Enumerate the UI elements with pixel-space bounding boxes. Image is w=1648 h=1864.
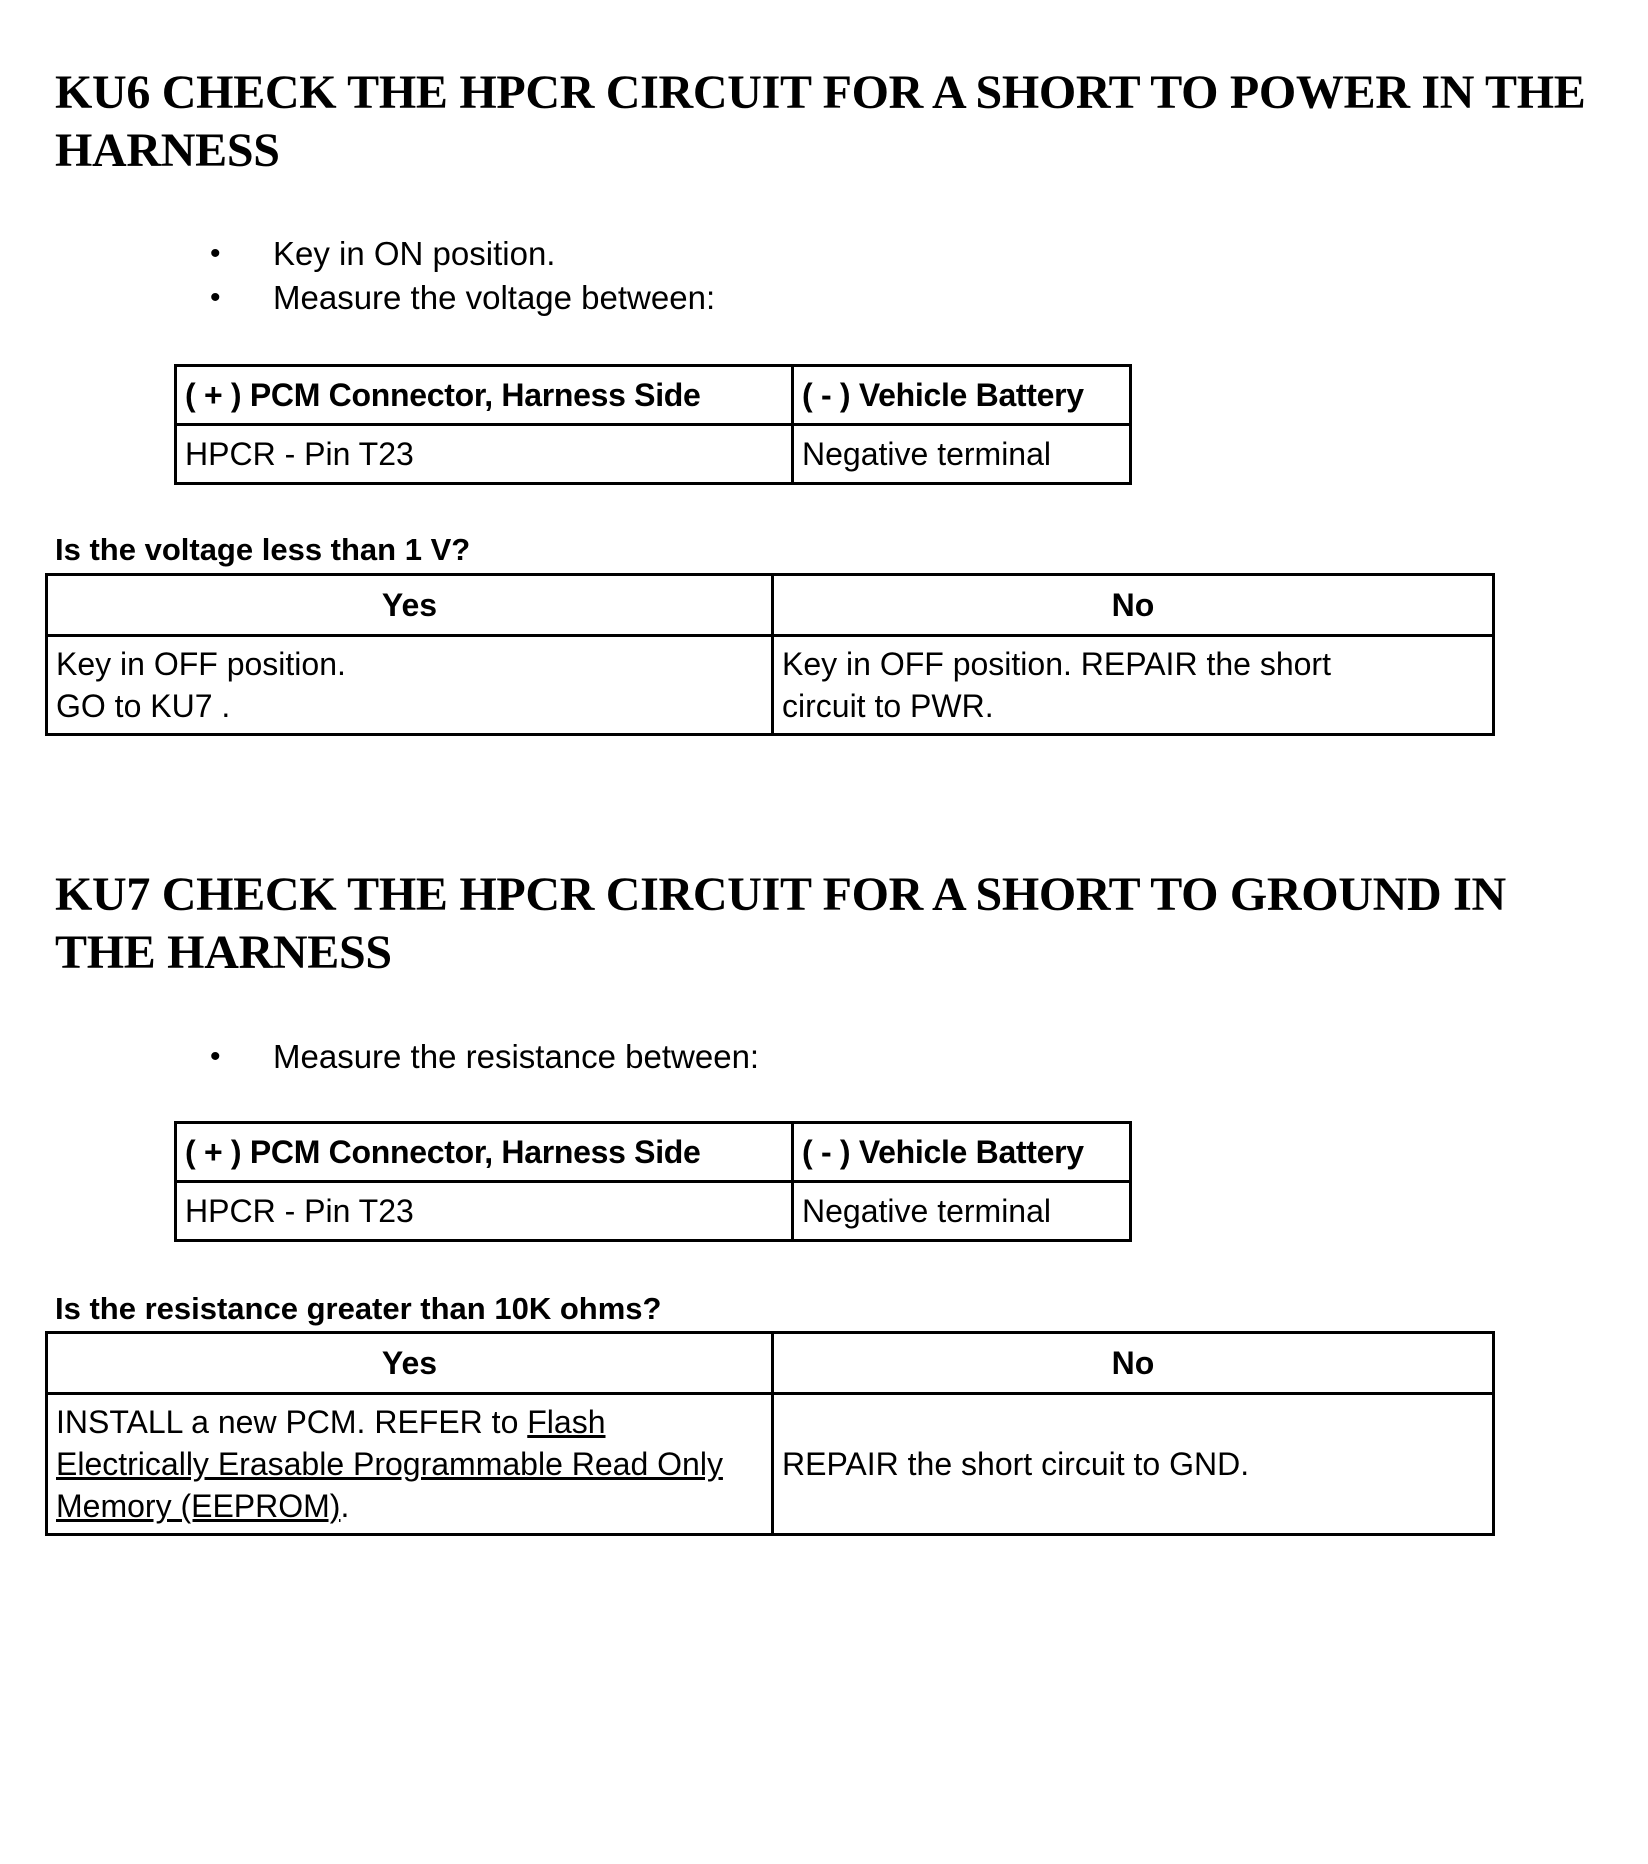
header-vehicle-battery: ( - ) Vehicle Battery (793, 1123, 1131, 1182)
header-yes: Yes (47, 1333, 773, 1394)
result-table-ku7 (45, 1331, 1495, 1536)
yes-line: GO to KU7 . (56, 688, 231, 724)
instruction-item: • Measure the voltage between: (210, 276, 715, 320)
result-table-ku6 (45, 573, 1495, 736)
table-header-row (176, 366, 1131, 425)
header-vehicle-battery: ( - ) Vehicle Battery (793, 366, 1131, 425)
cell-yes-action (47, 636, 773, 735)
measurement-table-ku7 (174, 1121, 1132, 1242)
table-header-row (47, 575, 1494, 636)
step-title-ku6: KU6 CHECK THE HPCR CIRCUIT FOR A SHORT TO POWER IN THE HARNESS (55, 66, 1586, 177)
header-no: No (773, 575, 1494, 636)
question-ku6: Is the voltage less than 1 V? (55, 532, 471, 567)
cell-no-action (773, 636, 1494, 735)
header-yes: Yes (47, 575, 773, 636)
table-header-row (47, 1333, 1494, 1394)
instruction-list-ku6 (210, 232, 715, 320)
cell-yes-action (47, 1394, 773, 1535)
instruction-item: • Measure the resistance between: (210, 1035, 759, 1079)
header-no: No (773, 1333, 1494, 1394)
instruction-list-ku7 (210, 1035, 759, 1079)
header-pcm-connector: ( + ) PCM Connector, Harness Side (176, 1123, 793, 1182)
cell-pin: HPCR - Pin T23 (176, 425, 793, 484)
table-row (176, 1182, 1131, 1241)
cell-pin: HPCR - Pin T23 (176, 1182, 793, 1241)
yes-text-suffix: . (340, 1488, 350, 1524)
cell-terminal: Negative terminal (793, 1182, 1131, 1241)
no-line: Key in OFF position. REPAIR the short (782, 646, 1331, 682)
yes-line: Key in OFF position. (56, 646, 346, 682)
instruction-item: • Key in ON position. (210, 232, 715, 276)
no-line: circuit to PWR. (782, 688, 994, 724)
step-title-ku7: KU7 CHECK THE HPCR CIRCUIT FOR A SHORT TO GROUND IN THE HARNESS (55, 868, 1506, 979)
table-row (47, 636, 1494, 735)
cell-terminal: Negative terminal (793, 425, 1131, 484)
yes-text-prefix: INSTALL a new PCM. REFER to (56, 1404, 528, 1440)
header-pcm-connector: ( + ) PCM Connector, Harness Side (176, 366, 793, 425)
table-header-row (176, 1123, 1131, 1182)
table-row (176, 425, 1131, 484)
eeprom-procedure-link[interactable]: Flash Electrically Erasable Programmable Read Only Memory (EEPROM) (56, 1404, 723, 1524)
cell-no-action: REPAIR the short circuit to GND. (773, 1394, 1494, 1535)
question-ku7: Is the resistance greater than 10K ohms? (55, 1291, 662, 1326)
table-row (47, 1394, 1494, 1535)
measurement-table-ku6 (174, 364, 1132, 485)
